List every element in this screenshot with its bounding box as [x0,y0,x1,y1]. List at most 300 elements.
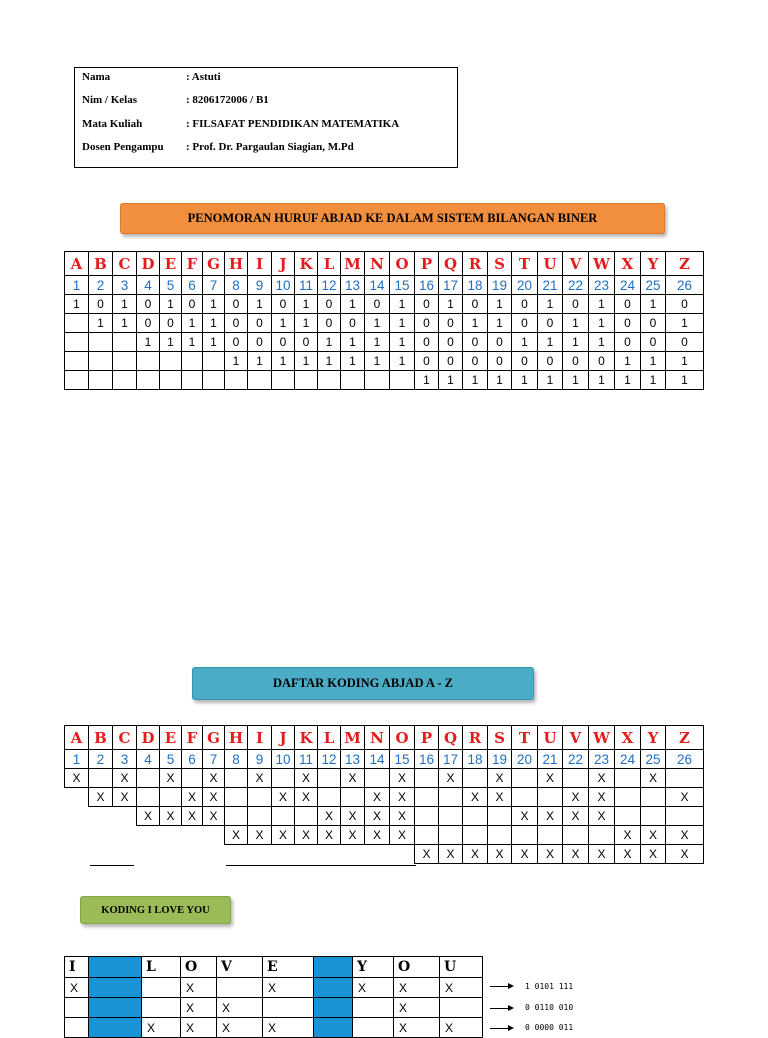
number-cell: 11 [294,749,318,769]
mark-cell: X [364,787,390,807]
bit-cell: 0 [247,332,272,352]
mark-cell: X [640,768,666,788]
number-cell: 7 [202,275,225,295]
mark-cell [224,768,248,788]
letter-cell: P [414,251,439,276]
bit-cell: 1 [64,294,89,314]
mark-cell: X [487,768,512,788]
number-cell: 14 [364,749,390,769]
mark-cell [562,825,589,845]
bit-cell [159,370,182,390]
mark-cell [340,787,365,807]
letter-cell: K [294,251,318,276]
love-mark-cell [64,1017,89,1038]
mark-cell [136,787,160,807]
number-cell: 5 [159,749,182,769]
mark-cell: X [340,825,365,845]
bit-cell: 1 [614,370,641,390]
mark-cell [224,806,248,826]
number-cell: 12 [317,749,341,769]
number-cell: 2 [88,749,113,769]
bit-cell: 0 [438,351,463,371]
bit-cell [64,351,89,371]
mark-cell [487,806,512,826]
letter-cell: H [224,725,248,750]
bit-cell: 1 [537,294,563,314]
mark-cell [614,806,641,826]
arrow-right-icon [490,1008,512,1009]
number-cell: 17 [438,275,463,295]
mark-cell: X [665,825,704,845]
letter-cell: F [181,251,203,276]
love-mark-cell: X [393,1017,440,1038]
word-divider [88,997,142,1018]
mark-cell: X [159,806,182,826]
number-cell: 19 [487,275,512,295]
bit-cell: 0 [614,313,641,333]
number-cell: 13 [340,275,365,295]
letter-cell: T [511,251,538,276]
number-cell: 18 [462,275,488,295]
mark-cell: X [64,768,89,788]
bit-cell [88,351,113,371]
letter-cell: F [181,725,203,750]
mark-cell: X [340,806,365,826]
letter-cell: G [202,251,225,276]
mark-cell [511,768,538,788]
number-cell: 7 [202,749,225,769]
bit-cell: 1 [389,313,415,333]
love-mark-cell: X [262,977,314,998]
letter-cell: V [562,725,589,750]
bit-cell [64,332,89,352]
binary-code: 1 0101 111 [525,982,574,991]
bit-cell: 1 [247,351,272,371]
number-cell: 24 [614,749,641,769]
mark-cell: X [159,768,182,788]
mark-cell [665,768,704,788]
info-value: : Astuti [186,71,221,83]
mark-cell: X [562,844,589,864]
number-cell: 4 [136,749,160,769]
bit-cell: 0 [414,332,439,352]
mark-cell: X [537,806,563,826]
info-label: Nama [82,71,111,83]
letter-cell: Q [438,251,463,276]
bit-cell: 1 [562,313,589,333]
mark-cell [511,825,538,845]
love-mark-cell: X [141,1017,181,1038]
word-divider [88,956,142,978]
number-cell: 22 [562,749,589,769]
number-cell: 5 [159,275,182,295]
letter-cell: O [389,251,415,276]
bit-cell: 1 [340,294,365,314]
number-cell: 10 [271,275,295,295]
bit-cell: 1 [294,351,318,371]
mark-cell: X [562,787,589,807]
mark-cell [364,768,390,788]
number-cell: 8 [224,749,248,769]
bit-cell: 1 [389,294,415,314]
letter-cell: P [414,725,439,750]
mark-cell: X [247,768,272,788]
bit-cell: 1 [317,351,341,371]
love-section-title: KODING I LOVE YOU [80,896,231,924]
mark-cell [462,768,488,788]
bit-cell: 0 [224,294,248,314]
bit-cell [181,351,203,371]
word-divider [88,1017,142,1038]
bit-cell: 1 [487,294,512,314]
bit-cell [88,332,113,352]
number-cell: 3 [112,749,137,769]
love-mark-cell: X [352,977,394,998]
bit-cell: 0 [364,294,390,314]
mark-cell [317,768,341,788]
love-mark-cell: X [64,977,89,998]
mark-cell [640,806,666,826]
bit-cell: 1 [181,332,203,352]
mark-cell [271,768,295,788]
letter-cell: I [247,725,272,750]
love-letter-cell: E [262,956,314,978]
mark-cell [247,787,272,807]
letter-cell: C [112,251,137,276]
love-letter-cell: Y [352,956,394,978]
bit-cell [317,370,341,390]
bit-cell: 1 [511,332,538,352]
bit-cell [181,370,203,390]
bit-cell [340,370,365,390]
bit-cell: 1 [112,294,137,314]
number-cell: 10 [271,749,295,769]
mark-cell: X [511,806,538,826]
mark-cell: X [588,787,615,807]
bit-cell: 1 [665,370,704,390]
bit-cell: 1 [562,370,589,390]
letter-cell: Y [640,725,666,750]
bit-cell: 1 [640,351,666,371]
bit-cell: 1 [438,370,463,390]
bit-cell: 0 [511,313,538,333]
number-cell: 22 [562,275,589,295]
student-info-box [74,67,458,168]
bit-cell: 1 [364,332,390,352]
bit-cell [271,370,295,390]
mark-cell: X [317,825,341,845]
letter-cell: U [537,251,563,276]
number-cell: 19 [487,749,512,769]
bit-cell [88,370,113,390]
info-value: : FILSAFAT PENDIDIKAN MATEMATIKA [186,118,400,130]
mark-cell: X [614,825,641,845]
letter-cell: R [462,251,488,276]
bit-cell: 0 [294,332,318,352]
letter-cell: L [317,725,341,750]
mark-cell: X [537,768,563,788]
mark-cell: X [462,844,488,864]
number-cell: 24 [614,275,641,295]
mark-cell: X [438,768,463,788]
mark-cell: X [438,844,463,864]
number-cell: 9 [247,749,272,769]
bit-cell: 1 [271,351,295,371]
mark-cell: X [294,768,318,788]
love-letter-cell: I [64,956,89,978]
mark-cell: X [487,844,512,864]
bit-cell: 0 [181,294,203,314]
number-cell: 20 [511,275,538,295]
number-cell: 18 [462,749,488,769]
bit-cell: 1 [294,313,318,333]
bit-cell: 1 [511,370,538,390]
love-letter-cell: V [216,956,263,978]
mark-cell [438,806,463,826]
bit-cell: 1 [487,313,512,333]
bit-cell: 0 [562,351,589,371]
bit-cell: 1 [537,332,563,352]
mark-cell [614,787,641,807]
mark-cell [537,787,563,807]
mark-cell: X [588,844,615,864]
bit-cell: 1 [202,313,225,333]
blank-underline [90,865,134,866]
mark-cell: X [136,806,160,826]
mark-cell: X [364,825,390,845]
bit-cell: 1 [640,294,666,314]
info-value: : Prof. Dr. Pargaulan Siagian, M.Pd [186,141,354,153]
letter-cell: C [112,725,137,750]
number-cell: 4 [136,275,160,295]
bit-cell: 0 [588,351,615,371]
letter-cell: W [588,725,615,750]
number-cell: 26 [665,275,704,295]
bit-cell: 0 [438,332,463,352]
number-cell: 14 [364,275,390,295]
mark-cell [294,806,318,826]
love-mark-cell [352,997,394,1018]
mark-cell [159,787,182,807]
letter-cell: Y [640,251,666,276]
bit-cell: 0 [414,294,439,314]
letter-cell: B [88,725,113,750]
letter-cell: J [271,725,295,750]
info-label: Dosen Pengampu [82,141,164,153]
bit-cell: 0 [224,313,248,333]
bit-cell: 1 [537,370,563,390]
mark-cell [438,825,463,845]
letter-cell: N [364,251,390,276]
bit-cell: 1 [588,313,615,333]
bit-cell: 0 [271,332,295,352]
mark-cell: X [224,825,248,845]
bit-cell [389,370,415,390]
mark-cell: X [414,844,439,864]
bit-cell: 1 [202,294,225,314]
bit-cell [202,351,225,371]
mark-cell [88,768,113,788]
bit-cell: 1 [181,313,203,333]
word-divider [88,977,142,998]
letter-cell: Z [665,251,704,276]
love-mark-cell: X [262,1017,314,1038]
number-cell: 1 [64,749,89,769]
arrow-right-icon [490,1028,512,1029]
mark-cell: X [317,806,341,826]
bit-cell: 0 [462,332,488,352]
letter-cell: G [202,725,225,750]
number-cell: 15 [389,275,415,295]
mark-cell [181,768,203,788]
mark-cell: X [389,768,415,788]
binary-code: 0 0110 010 [525,1003,574,1012]
bit-cell: 0 [562,294,589,314]
bit-cell: 1 [640,370,666,390]
love-mark-cell [141,977,181,998]
mark-cell [614,768,641,788]
letter-cell: H [224,251,248,276]
letter-cell: D [136,725,160,750]
love-mark-cell: X [180,1017,217,1038]
love-mark-cell [352,1017,394,1038]
letter-cell: X [614,725,641,750]
bit-cell: 1 [438,294,463,314]
letter-cell: Z [665,725,704,750]
bit-cell: 1 [562,332,589,352]
number-cell: 9 [247,275,272,295]
mark-cell: X [112,768,137,788]
mark-cell: X [462,787,488,807]
love-mark-cell [262,997,314,1018]
bit-cell: 0 [438,313,463,333]
word-divider [313,1017,353,1038]
letter-cell: M [340,251,365,276]
love-mark-cell: X [393,997,440,1018]
bit-cell: 1 [159,294,182,314]
number-cell: 6 [181,275,203,295]
letter-cell: S [487,251,512,276]
bit-cell: 0 [537,351,563,371]
mark-cell [562,768,589,788]
number-cell: 25 [640,275,666,295]
number-cell: 1 [64,275,89,295]
love-mark-cell: X [439,977,483,998]
letter-cell: O [389,725,415,750]
bit-cell [294,370,318,390]
bit-cell: 0 [537,313,563,333]
mark-cell: X [271,787,295,807]
bit-cell [136,370,160,390]
mark-cell: X [181,787,203,807]
bit-cell: 0 [614,332,641,352]
info-label: Nim / Kelas [82,94,137,106]
letter-cell: R [462,725,488,750]
bit-cell: 0 [224,332,248,352]
bit-cell: 1 [340,332,365,352]
bit-cell: 0 [487,351,512,371]
mark-cell [537,825,563,845]
mark-cell [438,787,463,807]
bit-cell: 0 [136,294,160,314]
letter-cell: E [159,725,182,750]
love-mark-cell: X [180,997,217,1018]
number-cell: 26 [665,749,704,769]
bit-cell: 1 [224,351,248,371]
number-cell: 23 [588,275,615,295]
letter-cell: J [271,251,295,276]
bit-cell: 1 [588,332,615,352]
love-letter-cell: O [180,956,217,978]
mark-cell [665,806,704,826]
bit-cell: 1 [414,370,439,390]
bit-cell: 0 [665,294,704,314]
bit-cell: 0 [462,294,488,314]
bit-cell [364,370,390,390]
number-cell: 16 [414,275,439,295]
number-cell: 12 [317,275,341,295]
bit-cell: 1 [588,294,615,314]
mark-cell: X [202,787,225,807]
letter-cell: X [614,251,641,276]
bit-cell: 1 [317,332,341,352]
mark-cell: X [181,806,203,826]
mark-cell: X [340,768,365,788]
letter-cell: I [247,251,272,276]
mark-cell: X [271,825,295,845]
number-cell: 21 [537,749,563,769]
love-mark-cell [439,997,483,1018]
bit-cell: 1 [88,313,113,333]
bit-cell: 1 [389,332,415,352]
mark-cell [414,768,439,788]
love-mark-cell: X [180,977,217,998]
bit-cell: 1 [462,370,488,390]
love-mark-cell [216,977,263,998]
bit-cell [112,370,137,390]
bit-cell: 1 [364,313,390,333]
mark-cell [317,787,341,807]
mark-cell: X [202,806,225,826]
bit-cell: 0 [414,351,439,371]
bit-cell: 0 [665,332,704,352]
mark-cell: X [389,787,415,807]
bit-cell: 1 [136,332,160,352]
bit-cell: 1 [588,370,615,390]
bit-cell: 1 [159,332,182,352]
love-mark-cell [64,997,89,1018]
mark-cell: X [364,806,390,826]
letter-cell: E [159,251,182,276]
bit-cell: 0 [247,313,272,333]
mark-cell: X [202,768,225,788]
love-mark-cell: X [393,977,440,998]
letter-cell: A [64,725,89,750]
number-cell: 2 [88,275,113,295]
mark-cell [136,768,160,788]
bit-cell: 0 [640,332,666,352]
love-mark-cell: X [439,1017,483,1038]
number-cell: 3 [112,275,137,295]
mark-cell [511,787,538,807]
letter-cell: S [487,725,512,750]
bit-cell: 0 [88,294,113,314]
letter-cell: B [88,251,113,276]
number-cell: 17 [438,749,463,769]
bit-cell: 1 [389,351,415,371]
number-cell: 13 [340,749,365,769]
mark-cell [224,787,248,807]
